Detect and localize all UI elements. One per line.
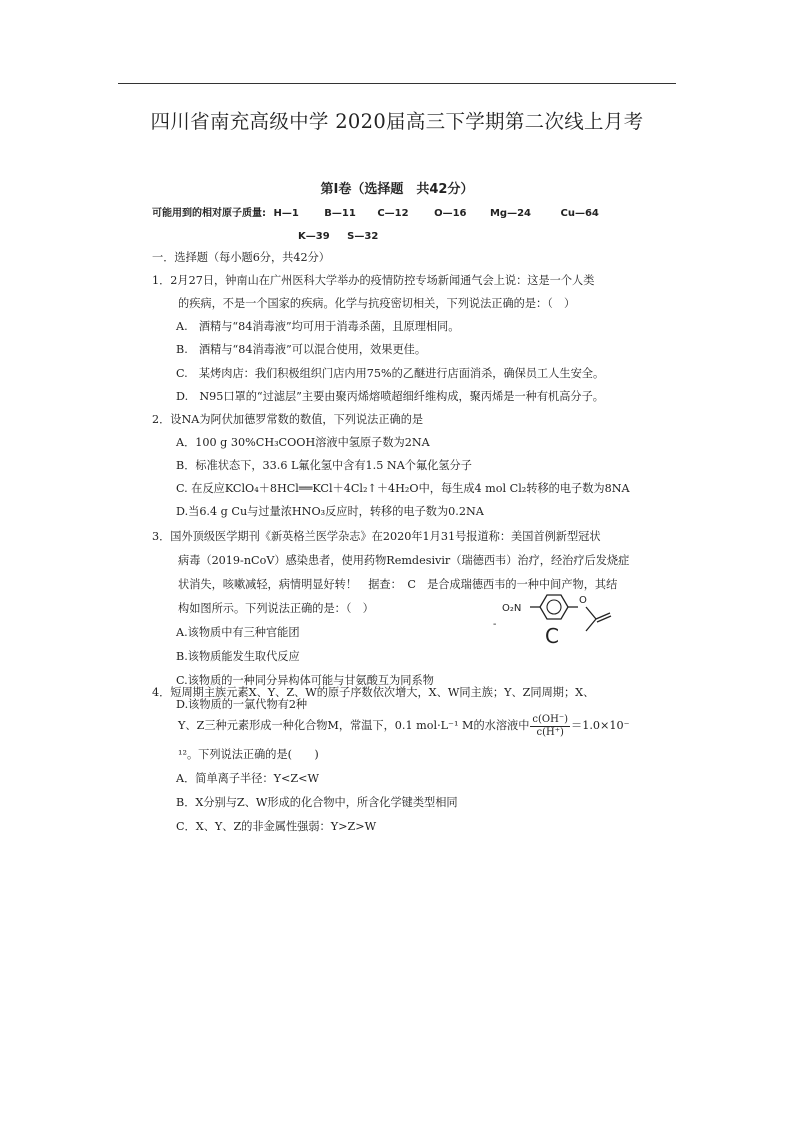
mass-h: H—1 xyxy=(273,208,299,219)
structure-label: C xyxy=(545,624,559,647)
mass-s: S—32 xyxy=(347,231,379,242)
q4-option-a: A．简单离子半径：Y<Z<W xyxy=(176,772,319,785)
atomic-masses-row1 xyxy=(152,207,599,221)
atomic-masses-label: 可能用到的相对原子质量: xyxy=(152,208,266,219)
mass-cu: Cu—64 xyxy=(560,208,599,219)
q2-option-b: B．标准状态下，33.6 L氟化氢中含有1.5 NA个氟化氢分子 xyxy=(176,459,472,472)
q1-stem-2: 的疾病，不是一个国家的疾病。化学与抗疫密切相关，下列说法正确的是：（ ） xyxy=(178,297,576,310)
q2-stem: 2．设NA为阿伏加德罗常数的数值，下列说法正确的是 xyxy=(152,413,424,426)
compound-c-structure xyxy=(498,591,632,647)
fraction-denominator: c(H⁺) xyxy=(536,726,564,738)
q4-stem-2 xyxy=(178,712,630,740)
q4-stem-2-pre: Y、Z三种元素形成一种化合物M，常温下，0.1 mol·L⁻¹ M的水溶液中 xyxy=(178,719,530,732)
q4-option-c: C．X、Y、Z的非金属性强弱：Y>Z>W xyxy=(176,820,377,833)
bond-methyl xyxy=(586,619,596,631)
q1-option-c: C. 某烤肉店：我们积极组织门店内用75%的乙醚进行店面消杀，确保员工人生安全。 xyxy=(176,367,605,380)
mass-k: K—39 xyxy=(298,231,330,242)
hydroxide-ratio-fraction xyxy=(530,714,570,739)
mass-o: O—16 xyxy=(434,208,467,219)
q3-stem-3: 状消失，咳嗽减轻，病情明显好转！ 据查： C 是合成瑞德西韦的一种中间产物，其结 xyxy=(178,578,618,591)
q3-option-b: B.该物质能发生取代反应 xyxy=(176,650,300,663)
q2-option-c: C. 在反应KClO₄＋8HCl══KCl＋4Cl₂↑＋4H₂O中，每生成4 mol Cl₂转移的电子数为8NA xyxy=(176,482,630,495)
q4-stem-3: ¹²。下列说法正确的是( ) xyxy=(178,748,319,761)
bond-oxygen-carbonyl xyxy=(586,607,596,619)
bond-carbonyl-oxygen-double xyxy=(597,616,611,622)
mass-mg: Mg—24 xyxy=(489,208,532,219)
mass-b: B—11 xyxy=(324,208,356,219)
q1-stem-1: 1．2月27日，钟南山在广州医科大学举办的疫情防控专场新闻通气会上说：这是一个人类 xyxy=(152,274,595,287)
ester-oxygen: O xyxy=(579,595,587,606)
q3-stem-2: 病毒（2019-nCoV）感染患者，使用药物Remdesivir（瑞德西韦）治疗，经治疗后发烧症 xyxy=(178,554,630,567)
q3-stem-4: 构如图所示。下列说法正确的是：（ ） xyxy=(178,602,374,615)
nitro-group-label: O₂N xyxy=(502,603,522,614)
atomic-masses-row2 xyxy=(298,230,378,244)
q3-option-a: A.该物质中有三种官能团 xyxy=(176,626,300,639)
q4-stem-2-post: ＝1.0×10⁻ xyxy=(571,719,630,732)
benzene-ring xyxy=(540,595,568,619)
q1-option-a: A. 酒精与“84消毒液”均可用于消毒杀菌，且原理相同。 xyxy=(176,320,460,333)
section-header: 第Ⅰ卷（选择题 共42分） xyxy=(320,182,474,197)
part1-header: 一．选择题（每小题6分，共42分） xyxy=(152,251,330,264)
q4-stem-1: 4．短周期主族元素X、Y、Z、W的原子序数依次增大，X、W同主族；Y、Z同周期；X、 xyxy=(152,686,595,699)
top-rule xyxy=(118,83,676,84)
fraction-numerator: c(OH⁻) xyxy=(532,713,569,725)
q3-option-d: D.该物质的一氯代物有2种 xyxy=(176,698,308,711)
page-title: 四川省南充高级中学 2020届高三下学期第二次线上月考 xyxy=(150,110,644,133)
q4-option-b: B．X分别与Z、W形成的化合物中，所含化学键类型相同 xyxy=(176,796,458,809)
q1-option-d: D. N95口罩的“过滤层”主要由聚丙烯熔喷超细纤维构成，聚丙烯是一种有机高分子。 xyxy=(176,390,604,403)
q2-option-d: D.当6.4 g Cu与过量浓HNO₃反应时，转移的电子数为0.2NA xyxy=(176,505,484,518)
aromatic-circle xyxy=(547,600,561,614)
q3-option-c: C.该物质的一种同分异构体可能与甘氨酸互为同系物 xyxy=(176,674,434,687)
q2-option-a: A．100 g 30%CH₃COOH溶液中氢原子数为2NA xyxy=(176,436,430,449)
q3-stem-1: 3．国外顶级医学期刊《新英格兰医学杂志》在2020年1月31号报道称：美国首例新型冠状 xyxy=(152,530,601,543)
structure-dash: - xyxy=(493,619,497,630)
mass-c: C—12 xyxy=(377,208,409,219)
bond-carbonyl-oxygen xyxy=(596,613,610,619)
q1-option-b: B. 酒精与“84消毒液”可以混合使用，效果更佳。 xyxy=(176,343,427,356)
